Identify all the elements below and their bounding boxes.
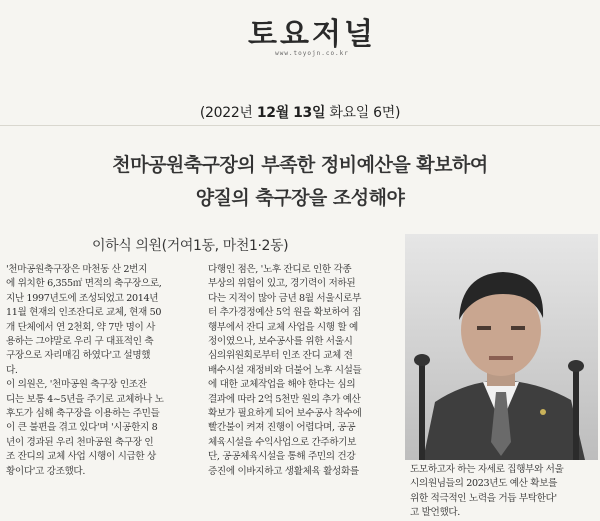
headline-line-1: 천마공원축구장의 부족한 정비예산을 확보하여 <box>112 154 488 176</box>
dateline-rest: 화요일 6면) <box>325 105 401 121</box>
article-column-2: 다행인 점은, '노후 잔디로 인한 각종 부상의 위험이 있고, 경기력이 저하된 다는 지적이 많아 금년 8월 서울시로부 터 추가경정예산 5억 원을 확보하여 집 행부에서 잔디 교체 사업을 시행 할 예 정이였으나, 보수공사를 위한 서울시 심의위원회로부터 인조 잔디 교체 전 배수시설 재정비와 더불어 노후 시설들 에 대한 교체작업을 해야 한다는 심의 결과에 따라 2억 5천만 원의 추가 예산 확보가 필요하게 되어 보수공사 착수에 빨간불이 켜져 진행이 어렵다며, 공공 체육시설을 수익사업으로 간주하기보 단, 공공체육시설을 통해 주민의 건강 증진에 이바지하고 생활체육 활성화를 <box>208 264 362 477</box>
masthead <box>212 18 412 62</box>
headline-line-2: 양질의 축구장을 조성해야 <box>195 187 405 209</box>
article-column-3: 도모하고자 하는 자세로 집행부와 서울 시의원님들의 2023년도 예산 확보를 위한 적극적인 노력을 거듭 부탁한다' 고 발언했다. <box>410 464 564 519</box>
councilor-photo <box>405 234 598 460</box>
portrait-illustration <box>405 234 598 460</box>
byline: 이하식 의원(거여1동, 마천1·2동) <box>92 238 289 254</box>
dateline-open: (2022년 <box>199 105 257 121</box>
article-column-1: '천마공원축구장은 마천동 산 2번지 에 위치한 6,355㎡ 면적의 축구장으로, 지난 1997년도에 조성되었고 2014년 11월 현재의 인조잔디로 교체, 현재 50 개 단체에서 연 2천회, 약 7만 명이 사 용하는 그야말로 우리 구 대표적인 축 구장으로 자리매김 하였다'고 설명했 다. 이 의원은, '천마공원 축구장 인조잔 디는 보통 4~5년을 주기로 교체하나 노 후도가 심해 축구장을 이용하는 주민들 이 큰 불편을 겪고 있다'며 '시공한지 8 년이 경과된 우리 천마공원 축구장 인 조 잔디의 교체 사업 시행이 시급한 상 황이다'고 강조했다. <box>6 264 164 477</box>
divider <box>0 125 600 126</box>
masthead-title: 토요저널 <box>248 17 376 52</box>
dateline-month: 12월 <box>256 105 289 121</box>
masthead-url: www.toyojn.co.kr <box>275 50 349 57</box>
dateline-day: 13일 <box>293 105 326 121</box>
dateline <box>0 102 600 122</box>
